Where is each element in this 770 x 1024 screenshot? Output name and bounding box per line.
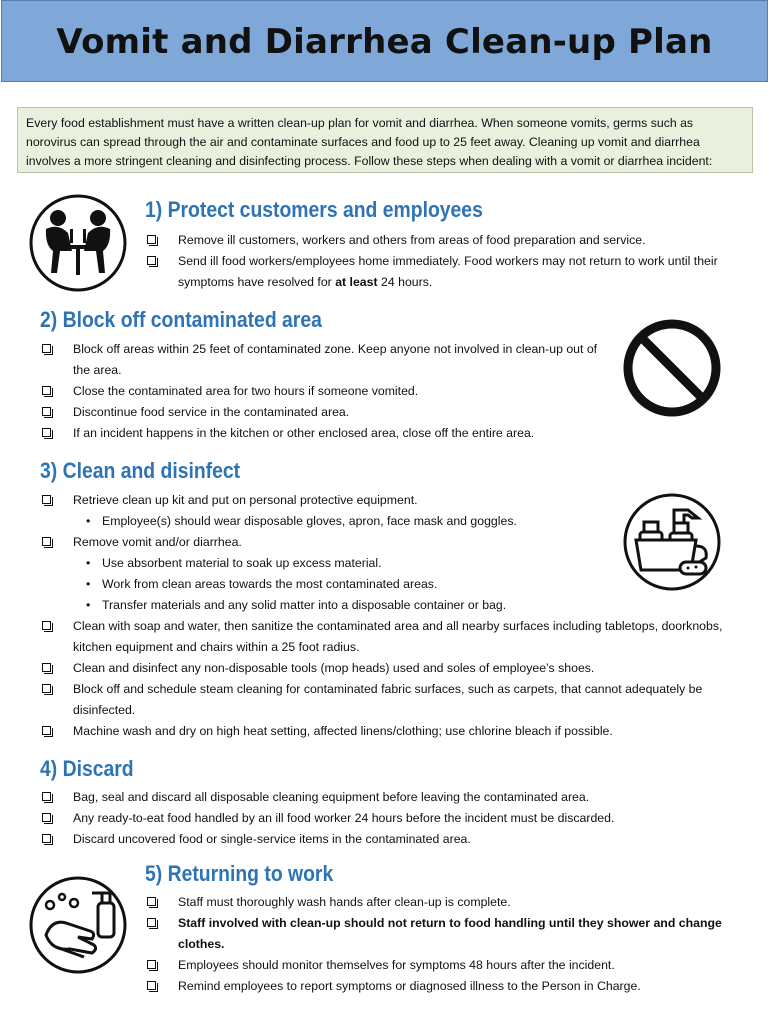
list-item: Remind employees to report symptoms or diagnosed illness to the Person in Charge. bbox=[145, 976, 745, 997]
checkbox-icon bbox=[147, 256, 156, 265]
list-item: • Use absorbent material to soak up excess material. bbox=[40, 553, 740, 574]
checkbox-icon bbox=[42, 813, 51, 822]
cleaning-supplies-icon bbox=[622, 492, 722, 592]
checkbox-icon bbox=[42, 726, 51, 735]
list-item: • Employee(s) should wear disposable gloves, apron, face mask and goggles. bbox=[40, 511, 740, 532]
hand-washing-icon bbox=[28, 875, 128, 975]
section-5-title: 5) Returning to work bbox=[145, 861, 334, 886]
list-item: Discard uncovered food or single-service items in the contaminated area. bbox=[40, 829, 740, 850]
bullet-icon: • bbox=[86, 598, 91, 612]
checkbox-icon bbox=[42, 407, 51, 416]
list-item: Bag, seal and discard all disposable cleaning equipment before leaving the contaminated area. bbox=[40, 787, 740, 808]
list-item: Staff involved with clean-up should not return to food handling until they shower and change clothes. bbox=[145, 913, 745, 955]
list-item: Employees should monitor themselves for symptoms 48 hours after the incident. bbox=[145, 955, 745, 976]
checkbox-icon bbox=[147, 897, 156, 906]
list-item: • Work from clean areas towards the most contaminated areas. bbox=[40, 574, 740, 595]
section-1-title: 1) Protect customers and employees bbox=[145, 197, 483, 222]
list-item: • Transfer materials and any solid matter into a disposable container or bag. bbox=[40, 595, 740, 616]
section-4-title: 4) Discard bbox=[40, 756, 134, 781]
bullet-icon: • bbox=[86, 556, 91, 570]
checkbox-icon bbox=[42, 386, 51, 395]
list-item: Any ready-to-eat food handled by an ill food worker 24 hours before the incident must be discarded. bbox=[40, 808, 740, 829]
section-3-title: 3) Clean and disinfect bbox=[40, 458, 241, 483]
people-at-table-icon bbox=[28, 193, 128, 293]
list-item: Close the contaminated area for two hours if someone vomited. bbox=[40, 381, 615, 402]
checkbox-icon bbox=[147, 960, 156, 969]
checkbox-icon bbox=[147, 918, 156, 927]
bullet-icon: • bbox=[86, 514, 91, 528]
page-title: Vomit and Diarrhea Clean-up Plan bbox=[56, 22, 713, 62]
list-item: Remove vomit and/or diarrhea. bbox=[40, 532, 740, 553]
checkbox-icon bbox=[42, 621, 51, 630]
list-item: Discontinue food service in the contaminated area. bbox=[40, 402, 615, 423]
section-2-list bbox=[40, 339, 615, 444]
list-item: Block off and schedule steam cleaning for contaminated fabric surfaces, such as carpets, that cannot adequately be disinfected. bbox=[40, 679, 740, 721]
list-item: Machine wash and dry on high heat setting, affected linens/clothing; use chlorine bleach if possible. bbox=[40, 721, 740, 742]
list-item: Retrieve clean up kit and put on personal protective equipment. bbox=[40, 490, 740, 511]
section-1-list bbox=[145, 230, 745, 293]
section-5-list bbox=[145, 892, 745, 997]
list-item: Clean and disinfect any non-disposable tools (mop heads) used and soles of employee’s shoes. bbox=[40, 658, 740, 679]
section-2-title: 2) Block off contaminated area bbox=[40, 307, 322, 332]
list-item: Send ill food workers/employees home immediately. Food workers may not return to work until their symptoms have resolved for at least 24 hours. bbox=[145, 251, 745, 293]
checkbox-icon bbox=[42, 344, 51, 353]
checkbox-icon bbox=[147, 235, 156, 244]
checkbox-icon bbox=[42, 495, 51, 504]
bullet-icon: • bbox=[86, 577, 91, 591]
list-item: Remove ill customers, workers and others from areas of food preparation and service. bbox=[145, 230, 745, 251]
list-item: Block off areas within 25 feet of contaminated zone. Keep anyone not involved in clean-up out of the area. bbox=[40, 339, 615, 381]
prohibited-icon bbox=[622, 318, 722, 418]
section-4-list bbox=[40, 787, 740, 850]
checkbox-icon bbox=[42, 684, 51, 693]
checkbox-icon bbox=[42, 663, 51, 672]
title-banner bbox=[1, 0, 768, 82]
list-item: If an incident happens in the kitchen or other enclosed area, close off the entire area. bbox=[40, 423, 615, 444]
checkbox-icon bbox=[42, 428, 51, 437]
checkbox-icon bbox=[42, 537, 51, 546]
checkbox-icon bbox=[147, 981, 156, 990]
list-item: Clean with soap and water, then sanitize the contaminated area and all nearby surfaces including tabletops, doorknobs, kitchen equipment and chairs within a 25 foot radius. bbox=[40, 616, 740, 658]
checkbox-icon bbox=[42, 834, 51, 843]
list-item: Staff must thoroughly wash hands after clean-up is complete. bbox=[145, 892, 745, 913]
checkbox-icon bbox=[42, 792, 51, 801]
intro-box: Every food establishment must have a written clean-up plan for vomit and diarrhea. When someone vomits, germs such as norovirus can spread through the air and contaminate surfaces and food up to 25 feet away. Cleaning up vomit and diarrhea involves a more stringent cleaning and disinfecting process. Follow these steps when dealing with a vomit or diarrhea incident: bbox=[17, 107, 753, 173]
